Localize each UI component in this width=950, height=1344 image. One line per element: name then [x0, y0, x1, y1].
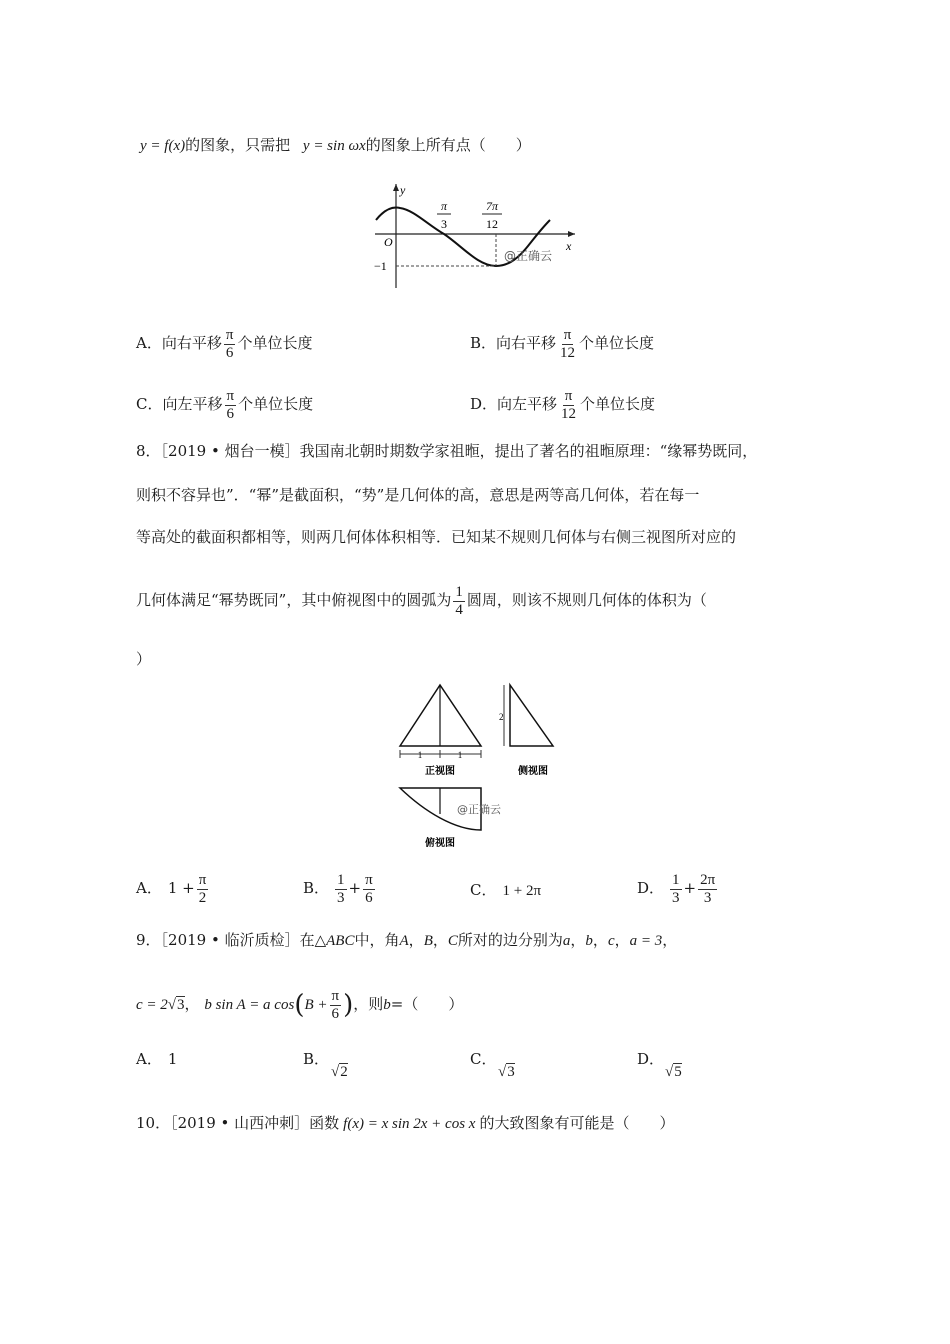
q8-option-d: D． $\frac{1}{3}$ + $\frac{2\pi}{3}$	[637, 872, 716, 906]
q8-option-b: B． $\frac{1}{3}$ + $\frac{\pi}{6}$	[303, 872, 373, 906]
figure-watermark: @正确云	[457, 803, 501, 816]
option-frac: $\frac{\pi}{12}$	[560, 327, 576, 361]
tick2-num: 7π	[485, 199, 499, 213]
q9-option-a: A． 1	[136, 1050, 178, 1068]
q7-stem-text2: 的图象上所有点（ ）	[365, 136, 531, 154]
option-frac: $\frac{\pi}{6}$	[225, 327, 234, 361]
tick1-num: π	[440, 199, 448, 213]
q10-stem: 10．［2019 • 山西冲刺］函数 f(x) = x sin 2x + cos x 的大致图象有可能是（ ）	[136, 1114, 675, 1132]
watermark: @正确云	[504, 249, 553, 263]
q9-option-c: C． √3	[470, 1050, 515, 1080]
tick2-den: 12	[486, 217, 498, 231]
option-letter: B．	[470, 334, 497, 352]
option-pre: 向左平移	[497, 395, 558, 413]
q8-line1: 8．［2019 • 烟台一模］我国南北朝时期数学家祖暅，提出了著名的祖暅原理：“缘幂势既同，	[136, 442, 758, 460]
q8-line2: 则积不容异也”．“幂”是截面积，“势”是几何体的高，意思是两等高几何体，若在每一	[136, 486, 700, 504]
front-dim-1: 1	[417, 750, 423, 760]
q7-option-c	[136, 388, 313, 422]
origin-label: O	[384, 235, 393, 249]
q7-option-b	[470, 327, 654, 361]
option-letter: A．	[136, 334, 162, 352]
front-dim-2: 1	[457, 750, 463, 760]
top-view-label: 俯视图	[425, 838, 455, 849]
x-axis-arrow	[568, 231, 575, 237]
q8-option-c: C． 1 + 2π	[470, 881, 542, 899]
tick1-den: 3	[441, 217, 447, 231]
q9-option-d: D． √5	[637, 1050, 682, 1080]
q8-option-a: A． 1 + $\frac{\pi}{2}$	[136, 872, 207, 906]
q7-option-a	[136, 327, 312, 361]
option-post: 个单位长度	[579, 334, 655, 352]
side-dim-h: 2	[499, 712, 504, 722]
q7-sine-graph	[370, 180, 590, 290]
option-post: 个单位长度	[580, 395, 656, 413]
option-pre: 向右平移	[161, 334, 222, 352]
option-frac: $\frac{\pi}{12}$	[561, 388, 577, 422]
y-axis-label: y	[400, 183, 406, 197]
option-pre: 向右平移	[496, 334, 557, 352]
q8-line5: ）	[136, 650, 152, 668]
q7-stem	[140, 134, 531, 155]
q9-option-b: B． √2	[303, 1050, 348, 1080]
option-frac: $\frac{\pi}{6}$	[226, 388, 235, 422]
option-pre: 向左平移	[162, 395, 223, 413]
option-letter: D．	[470, 395, 498, 413]
option-post: 个单位长度	[238, 395, 314, 413]
x-axis-label: x	[566, 239, 572, 253]
q8-line4: 几何体满足“幂势既同”，其中俯视图中的圆弧为 $\frac{1}{4}$ 圆周，则该不规则几何体的体积为（	[136, 584, 707, 618]
q8-line3: 等高处的截面积都相等，则两几何体体积相等．已知某不规则几何体与右侧三视图所对应的	[136, 528, 737, 546]
side-view-label: 侧视图	[518, 766, 548, 777]
q8-quarter-frac: $\frac{1}{4}$	[455, 584, 463, 618]
q7-stem-text1: 的图象，只需把	[185, 136, 291, 154]
q7-stem-math1: y = f(x)	[140, 138, 186, 154]
q7-stem-math2: y = sin ωx	[302, 138, 366, 154]
q9-line1: 9．［2019 • 临沂质检］在△ABC中，角A，B，C所对的边分别为a，b，c，a = 3，	[136, 931, 678, 949]
option-letter: C．	[136, 395, 163, 413]
min-label: −1	[374, 259, 387, 273]
q8-three-view-figure	[395, 680, 565, 852]
side-view-triangle	[510, 685, 553, 746]
y-axis-arrow	[393, 184, 399, 191]
q7-option-d	[470, 388, 655, 422]
q9-line2: c = 2√3， b sin A = a cos(B + $\frac{\pi}{6}$ )，则b=（ ）	[136, 988, 464, 1022]
front-view-label: 正视图	[425, 766, 455, 777]
option-post: 个单位长度	[237, 334, 313, 352]
